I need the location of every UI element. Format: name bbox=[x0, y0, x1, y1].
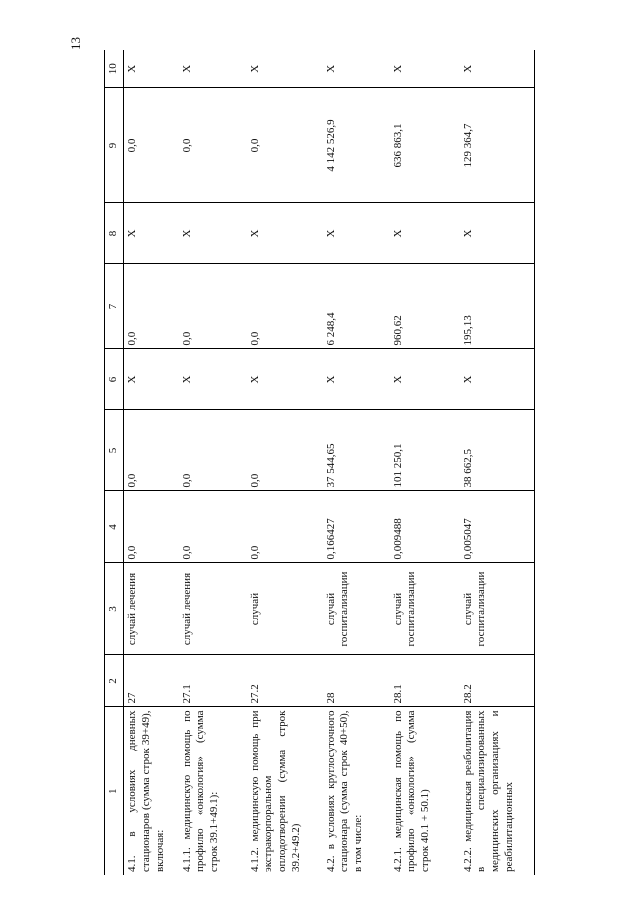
header-cell: 3 bbox=[105, 563, 124, 655]
value-cell: Х bbox=[460, 203, 535, 264]
value-cell: Х bbox=[124, 349, 179, 410]
unit-cell: случай госпитализации bbox=[323, 563, 390, 655]
value-cell: Х bbox=[179, 50, 247, 88]
header-cell: 7 bbox=[105, 264, 124, 349]
row-number: 27.1 bbox=[179, 655, 247, 707]
value-cell: Х bbox=[247, 203, 323, 264]
value-cell: 0,005047 bbox=[460, 491, 535, 563]
value-cell: 195,13 bbox=[460, 264, 535, 349]
value-cell: 0,0 bbox=[124, 491, 179, 563]
header-row bbox=[105, 50, 124, 875]
value-cell: Х bbox=[124, 50, 179, 88]
header-cell: 2 bbox=[105, 655, 124, 707]
header-cell: 9 bbox=[105, 88, 124, 203]
unit-cell: случай лечения bbox=[124, 563, 179, 655]
value-cell: 0,0 bbox=[124, 88, 179, 203]
value-cell: Х bbox=[323, 50, 390, 88]
value-cell: Х bbox=[247, 50, 323, 88]
value-cell: Х bbox=[460, 50, 535, 88]
row-description: 4.2. в условиях круглосуточного стационара (сумма строк 40+50), в том числе: bbox=[324, 710, 364, 872]
value-cell: 0,0 bbox=[247, 491, 323, 563]
value-cell: 38 662,5 bbox=[460, 410, 535, 491]
value-cell: 0,0 bbox=[179, 88, 247, 203]
value-cell: 960,62 bbox=[390, 264, 460, 349]
table-row bbox=[460, 50, 535, 875]
table-row bbox=[179, 50, 247, 875]
value-cell: 101 250,1 bbox=[390, 410, 460, 491]
value-cell: 0,0 bbox=[124, 264, 179, 349]
table-row bbox=[323, 50, 390, 875]
value-cell: 0,166427 bbox=[323, 491, 390, 563]
value-cell: Х bbox=[247, 349, 323, 410]
row-description: 4.1.2. медицинскую помощь при экстракорпоральном оплодотворении (сумма строк 39.2+49.2) bbox=[248, 710, 302, 872]
unit-cell: случай госпитализации bbox=[390, 563, 460, 655]
row-description: 4.2.1. медицинская помощь по профилю «онкология» (сумма строк 40.1 + 50.1) bbox=[391, 710, 431, 872]
row-number: 27 bbox=[124, 655, 179, 707]
unit-cell: случай bbox=[247, 563, 323, 655]
value-cell: 6 248,4 bbox=[323, 264, 390, 349]
value-cell: 0,009488 bbox=[390, 491, 460, 563]
unit-cell: случай госпитализации bbox=[460, 563, 535, 655]
header-cell: 1 bbox=[105, 707, 124, 875]
value-cell: 0,0 bbox=[247, 88, 323, 203]
header-cell: 10 bbox=[105, 50, 124, 88]
table-header bbox=[105, 50, 124, 875]
value-cell: 0,0 bbox=[179, 491, 247, 563]
header-cell: 6 bbox=[105, 349, 124, 410]
header-cell: 5 bbox=[105, 410, 124, 491]
value-cell: Х bbox=[179, 203, 247, 264]
row-number: 27.2 bbox=[247, 655, 323, 707]
data-table bbox=[104, 50, 535, 875]
value-cell: 636 863,1 bbox=[390, 88, 460, 203]
row-number: 28.2 bbox=[460, 655, 535, 707]
value-cell: Х bbox=[323, 203, 390, 264]
row-description: 4.2.2. медицинская реабилитация в специализированных медицинских организациях и реабилитационных bbox=[460, 707, 535, 875]
table-body bbox=[124, 50, 535, 875]
value-cell: 0,0 bbox=[179, 264, 247, 349]
value-cell: Х bbox=[390, 349, 460, 410]
value-cell: 0,0 bbox=[124, 410, 179, 491]
value-cell: Х bbox=[124, 203, 179, 264]
rotated-table-wrapper bbox=[104, 50, 529, 875]
table-row bbox=[247, 50, 323, 875]
value-cell: Х bbox=[179, 349, 247, 410]
row-description: 4.1. в условиях дневных стационаров (сумма строк 39+49), включая: bbox=[126, 710, 166, 872]
table-row bbox=[390, 50, 460, 875]
header-cell: 8 bbox=[105, 203, 124, 264]
value-cell: Х bbox=[390, 203, 460, 264]
row-number: 28 bbox=[323, 655, 390, 707]
value-cell: 0,0 bbox=[247, 264, 323, 349]
table-row bbox=[124, 50, 179, 875]
row-number: 28.1 bbox=[390, 655, 460, 707]
value-cell: 37 544,65 bbox=[323, 410, 390, 491]
value-cell: 129 364,7 bbox=[460, 88, 535, 203]
page-number: 13 bbox=[68, 37, 83, 50]
value-cell: 4 142 526,9 bbox=[323, 88, 390, 203]
header-cell: 4 bbox=[105, 491, 124, 563]
value-cell: 0,0 bbox=[179, 410, 247, 491]
value-cell: 0,0 bbox=[247, 410, 323, 491]
value-cell: Х bbox=[460, 349, 535, 410]
row-description: 4.1.1. медицинскую помощь по профилю «онкология» (сумма строк 39.1+49.1): bbox=[180, 710, 220, 872]
unit-cell: случай лечения bbox=[179, 563, 247, 655]
value-cell: Х bbox=[323, 349, 390, 410]
value-cell: Х bbox=[390, 50, 460, 88]
